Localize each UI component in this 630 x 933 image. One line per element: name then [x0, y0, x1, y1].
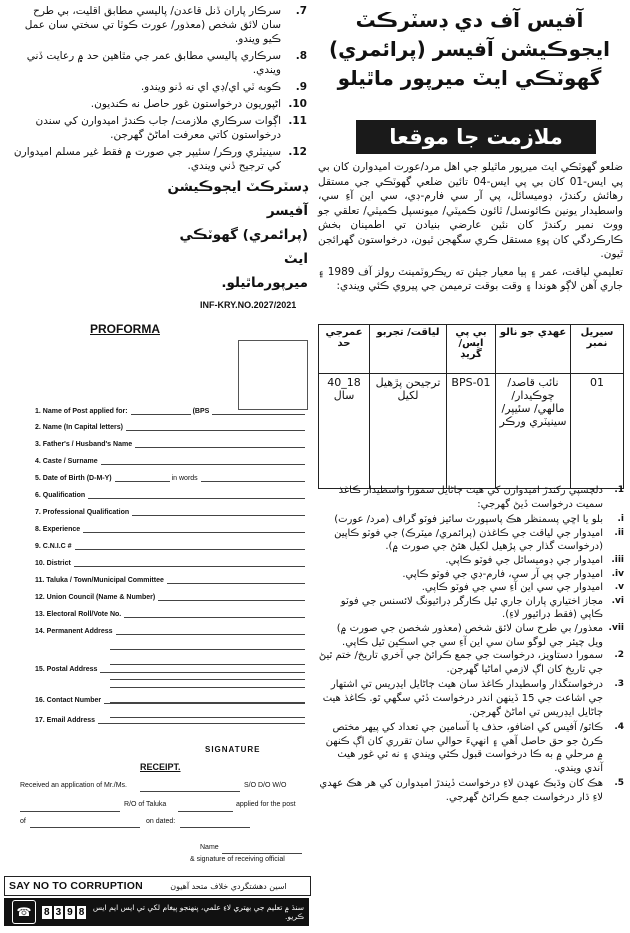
instruction-text: ڪاٽو/ آفيس کي اضافو، حذف يا آسامين جي تعداد کي پيهر مختص ڪرڻ جو حق حاصل آهي ۽ انهيءَ حوالي سان تقرري کان اڳ ڪنهن ۾ مرحلي ۾ به ڪا درخواست قبول ڪئي ويندي ۽ نه ئي غور هيٺ آندي ويندي.: [325, 722, 603, 774]
instruction-subitem: [328, 595, 624, 622]
instruction-text: سمورا دستاويز، درخواست جي جمع ڪرائڻ جي آخري تاريخ/ ختم ٿيڻ جي تاريخ کان اڳ لازمي اماڻيا گهرجن.: [318, 650, 603, 675]
field-input-line[interactable]: [116, 633, 305, 635]
reference-number: INF-KRY.NO.2027/2021: [200, 300, 297, 310]
col-post-name: عهدي جو نالو: [496, 325, 571, 374]
banner-bottom-strip: [4, 898, 309, 926]
field-label: 7. Professional Qualification: [35, 509, 130, 516]
field-input-line[interactable]: [110, 648, 305, 650]
sms-digit: 9: [67, 906, 73, 918]
office-title: [312, 6, 627, 93]
col-serial: سيريل نمبر: [571, 325, 624, 374]
cell-post-name: نائب قاصد/ چوڪيدار/ مالهي/ سئيپر/ سينيٽري ورڪر: [496, 374, 571, 489]
field-label: 16. Contact Number: [35, 697, 102, 704]
condition-number: 9.: [295, 81, 307, 93]
bps-input-line[interactable]: [212, 413, 305, 415]
receipt-taluka-line[interactable]: [178, 810, 233, 812]
proforma-field: [35, 438, 305, 448]
slogan: SAY NO TO CORRUPTION: [9, 880, 143, 892]
field-label: 17. Email Address: [35, 717, 96, 724]
receipt-received-label: Received an application of Mr./Ms.: [20, 782, 127, 789]
sms-digit: 8: [44, 906, 50, 918]
col-bps: بي پي ايس/ گريڊ: [447, 325, 496, 374]
dob-input-line[interactable]: [115, 480, 170, 482]
condition-item: [12, 80, 307, 94]
phone-icon: ☎: [12, 900, 36, 924]
table-row: [319, 374, 624, 489]
field-label: 5. Date of Birth (D-M-Y): [35, 475, 112, 482]
receipt-name-line[interactable]: [140, 790, 240, 792]
receipt-sign-label: & signature of receiving official: [190, 856, 285, 863]
banner-top-strip: [4, 876, 311, 896]
post-input-line[interactable]: [131, 413, 191, 415]
condition-item: [12, 114, 307, 142]
cell-age-limit: 18_40 سال: [319, 374, 370, 489]
field-input-line[interactable]: [75, 548, 305, 550]
subitem-text: اميدوار جي ڊوميسائل جي فوٽو ڪاپي.: [445, 554, 603, 566]
condition-text: اڳوات سرڪاري ملازمت/ جاب ڪندڙ اميدوارن کي سندن درخواستون کاتي معرفت اماڻڻ گهرجن.: [35, 115, 281, 141]
field-input-line[interactable]: [101, 463, 305, 465]
proforma-field: [35, 557, 305, 567]
instruction-subitem: [328, 622, 624, 649]
sms-digit: 8: [78, 906, 85, 918]
field-input-line[interactable]: [98, 722, 305, 724]
proforma-field: [35, 405, 305, 415]
proforma-field: [35, 421, 305, 431]
condition-text: سرڪار پاران ڏنل قاعدن/ پاليسي مطابق اقليت، بي طرح سان لائق شخص (معذور/ عورت ڪوٽا تي سختي سان عمل ڪيو ويندو.: [24, 5, 281, 45]
proforma-field: [35, 574, 305, 584]
subitem-number: ii.: [614, 527, 624, 538]
field-input-line[interactable]: [135, 446, 305, 448]
proforma-field: [35, 455, 305, 465]
subitem-number: iv.: [611, 568, 624, 579]
instruction-subitem: [328, 527, 624, 554]
proforma-extra-line: [35, 678, 305, 688]
field-label: 9. C.N.I.C #: [35, 543, 72, 550]
field-label: 6. Qualification: [35, 492, 86, 499]
bps-label: (BPS: [192, 408, 210, 415]
proforma-field: [35, 523, 305, 533]
intro-paragraph: تعليمي لياقت، عمر ۽ ٻيا معيار جيئن ته ريڪروٽمينٽ رولز آف 1989 ۽ جاري آهن لاڳو هوندا ۽ وقت بوقت ترميمن جي پيروي ڪئي ويندي:: [318, 265, 623, 292]
field-label: 2. Name (In Capital letters): [35, 424, 123, 431]
proforma-field: [35, 694, 305, 704]
proforma-heading: PROFORMA: [90, 322, 160, 336]
field-input-line[interactable]: [83, 531, 305, 533]
subitem-number: i.: [617, 514, 624, 525]
receiver-name-line[interactable]: [222, 852, 302, 854]
instruction-number: 4.: [614, 722, 624, 733]
office-title-line: آفيس آف دي ڊسٽرڪٽ: [355, 8, 584, 32]
condition-number: 8.: [295, 50, 307, 62]
receipt-date-line[interactable]: [180, 826, 250, 828]
subitem-text: بلو يا اڇي پسمنظر هڪ پاسپورٽ سائيز فوٽو گراف (مرد/ عورت): [334, 514, 603, 526]
sms-code: [42, 906, 86, 919]
receipt-name-label: Name: [200, 844, 219, 851]
in-words-label: in words: [171, 475, 198, 482]
proforma-field: [35, 663, 305, 673]
signature-label: SIGNATURE: [205, 745, 261, 754]
receipt-dated-label: on dated:: [146, 818, 176, 825]
instruction-item: [318, 649, 624, 676]
dept-title-line: (پرائمري) گهوٽڪي ايٽ: [179, 227, 308, 267]
instruction-text: دلچسپي رکندڙ اميدوارن کي هيٺ ڄاڻايل سمورا واسطيدار ڪاغذ سميت درخواست ڏيڻ گهرجي:: [338, 485, 603, 510]
instruction-number: 2.: [614, 650, 624, 661]
field-input-line[interactable]: [132, 514, 305, 516]
instruction-item: [318, 777, 624, 804]
instruction-number: 5.: [614, 778, 624, 789]
receipt-of-label: of: [20, 818, 26, 825]
proforma-field: [35, 540, 305, 550]
condition-number: 11.: [288, 115, 307, 127]
department-title: [160, 175, 308, 295]
left-conditions-list: [12, 4, 307, 176]
receipt-relation-label: S/O D/O W/O: [244, 782, 287, 789]
cell-serial: 01: [571, 374, 624, 489]
instruction-subitem: [328, 581, 624, 595]
instruction-subitem: [328, 554, 624, 568]
instruction-item: [318, 484, 624, 511]
receipt-post-line[interactable]: [30, 826, 140, 828]
instructions-list: [318, 484, 624, 807]
proforma-field: [35, 489, 305, 499]
field-label: 12. Union Council (Name & Number): [35, 594, 156, 601]
banner-urdu-text: اسين دهشتگردي خلاف متحد آهيون: [170, 881, 287, 891]
subitem-number: vi.: [611, 595, 624, 606]
field-label: 15. Postal Address: [35, 666, 98, 673]
dob-words-input-line[interactable]: [201, 480, 305, 482]
field-label: 10. District: [35, 560, 71, 567]
dept-title-line: ميرپورماٿيلو.: [221, 275, 308, 291]
proforma-field: [35, 591, 305, 601]
field-label: 8. Experience: [35, 526, 81, 533]
table-header-row: [319, 325, 624, 374]
photo-box: [238, 340, 308, 410]
proforma-field: [35, 714, 305, 724]
condition-item: [12, 4, 307, 46]
field-label: 1. Name of Post applied for:: [35, 408, 128, 415]
field-input-line[interactable]: [158, 599, 305, 601]
office-title-line: گهوٽڪي ايٽ ميرپور ماٿيلو: [337, 66, 602, 90]
col-age-limit: عمرجي حد: [319, 325, 370, 374]
proforma-extra-line: [35, 640, 305, 650]
field-label: 3. Father's / Husband's Name: [35, 441, 133, 448]
instruction-item: [318, 678, 624, 719]
field-label: 13. Electoral Roll/Vote No.: [35, 611, 122, 618]
sms-digit: 3: [55, 906, 62, 918]
condition-number: 12.: [288, 146, 307, 158]
field-label: 4. Caste / Surname: [35, 458, 98, 465]
anti-corruption-banner: [4, 876, 309, 928]
job-opportunities-banner: ملازمت جا موقعا: [356, 120, 596, 154]
field-input-line[interactable]: [74, 565, 305, 567]
proforma-field: [35, 608, 305, 618]
instruction-number: 3.: [614, 679, 624, 690]
subitem-text: مجاز اختياري پاران جاري ٿيل ڪارگر ڊرائيونگ لائسنس جي فوٽو ڪاپي (فقط ڊرائيور لاءِ).: [340, 595, 603, 621]
col-qualification: لياقت/ تجربو: [370, 325, 447, 374]
proforma-field: [35, 625, 305, 635]
instruction-text: هڪ کان وڌيڪ عهدن لاءِ درخواست ڏيندڙ اميدوارن کي هر هڪ عهدي لاءِ ڌار درخواست جمع ڪرائڻ گهرجي.: [319, 778, 603, 804]
subitem-number: vii.: [608, 622, 624, 633]
instruction-subitem: [328, 568, 624, 582]
cell-bps: BPS-01: [447, 374, 496, 489]
field-input-line[interactable]: [126, 429, 305, 431]
field-input-line[interactable]: [110, 686, 305, 688]
receipt-father-line[interactable]: [20, 810, 120, 812]
field-label: 11. Taluka / Town/Municipal Committee: [35, 577, 164, 584]
receipt-ro-taluka-label: R/O of Taluka: [124, 801, 167, 808]
receipt-title: RECEIPT.: [140, 762, 181, 772]
posts-table: [318, 324, 624, 489]
subitem-number: iii.: [611, 554, 624, 565]
field-label: 14. Permanent Address: [35, 628, 113, 635]
intro-paragraph: ضلعو گهوٽڪي ايٽ ميرپور ماٿيلو جي اهل مرد/عورت اميدوارن کان بي پي ايس-01 کان بي پي ايس-04 تائين ضلعي گهوٽڪي جي مستقل رهائش رکندڙ، ڊوميسائل، پي آر سي فارم-ڊي، سي اين آءِ سي، واسطيدار يونين ڪائونسل/ ٽائون ڪميٽي/ ميونسپل ڪميٽي/ تعلقي جو ووٽ نمبر رکندڙ کان نئين عارضي بنيادن تي اطمينان بخش ڪارڪردگي کان پوءِ مستقل ڪري سگهجن ٿيون، درخواستون گهرائجن ٿيون.: [318, 161, 624, 260]
receipt-applied-label: applied for the post: [236, 801, 296, 808]
cell-qualification: ترجيحن پڙهيل لکيل: [370, 374, 447, 489]
field-input-line[interactable]: [88, 497, 305, 499]
subitem-text: اميدوار جي لياقت جي ڪاغذن (پرائمري/ ميٽرڪ) جي فوٽو ڪاپين (درخواست گذار جي پڙهيل لکيل هئڻ جي صورت ۾).: [334, 527, 603, 553]
condition-number: 10.: [288, 98, 307, 110]
condition-text: ڪوبه ٽي اي/ڊي اي نه ڏنو ويندو.: [140, 81, 281, 93]
field-input-line[interactable]: [167, 582, 305, 584]
field-input-line[interactable]: [100, 671, 305, 673]
field-input-line[interactable]: [104, 702, 305, 704]
subitem-number: v.: [614, 582, 624, 593]
condition-number: 7.: [295, 5, 307, 17]
condition-item: [12, 145, 307, 173]
condition-text: سينيٽري ورڪر/ سئيپر جي صورت ۾ فقط غير مسلم اميدوارن کي ترجيح ڏني ويندي.: [13, 146, 281, 172]
subitem-text: معذور/ بي طرح سان لائق شخص (معذور شخصن جي صورت ۾) ويل چيئر جي لوگو سان سي اين آءِ سي جي اسڪين ٿيل ڪاپي.: [336, 622, 603, 648]
instruction-subitem: [328, 513, 624, 527]
subitem-text: اميدوار جي سي اين آءِ سي جي فوٽو ڪاپي.: [421, 582, 603, 594]
subitem-text: اميدوار جي پي آر سي، فارم-ڊي جي فوٽو ڪاپي.: [402, 568, 603, 580]
dept-title-line: ڊسٽرڪٽ ايجوڪيشن آفيسر: [167, 179, 308, 219]
proforma-field: [35, 472, 305, 482]
condition-text: سرڪاري پاليسي مطابق عمر جي مٿاهين حد ۾ رعايت ڏني ويندي.: [26, 50, 281, 76]
proforma-field: [35, 506, 305, 516]
banner-sms-text: سنڌ ۾ تعليم جي بهتري لاءِ علمي، پنهنجو پيغام لکي تي ايس ايم ايس ڪريو.: [92, 903, 304, 921]
field-input-line[interactable]: [124, 616, 305, 618]
office-title-line: ايجوڪيشن آفيسر (پرائمري): [329, 37, 610, 61]
instruction-item: [318, 721, 624, 775]
condition-item: [12, 49, 307, 77]
condition-item: [12, 97, 307, 111]
instruction-text: درخواستگذار واسطيدار ڪاغذ سان هيٺ ڄاڻايل ايڊريس تي اشتهار جي اشاعت جي 15 ڏينهن اندر درخواست ڏئي سگهي ٿو. ڪاغذ هيٺ ڄاڻايل ايڊريس تي اماڻڻ گهرجن.: [322, 679, 603, 718]
instruction-number: 1.: [614, 485, 624, 495]
intro-text: [318, 160, 623, 297]
condition-text: اڻپوريون درخواستون غور حاصل نه ڪنديون.: [90, 98, 281, 110]
